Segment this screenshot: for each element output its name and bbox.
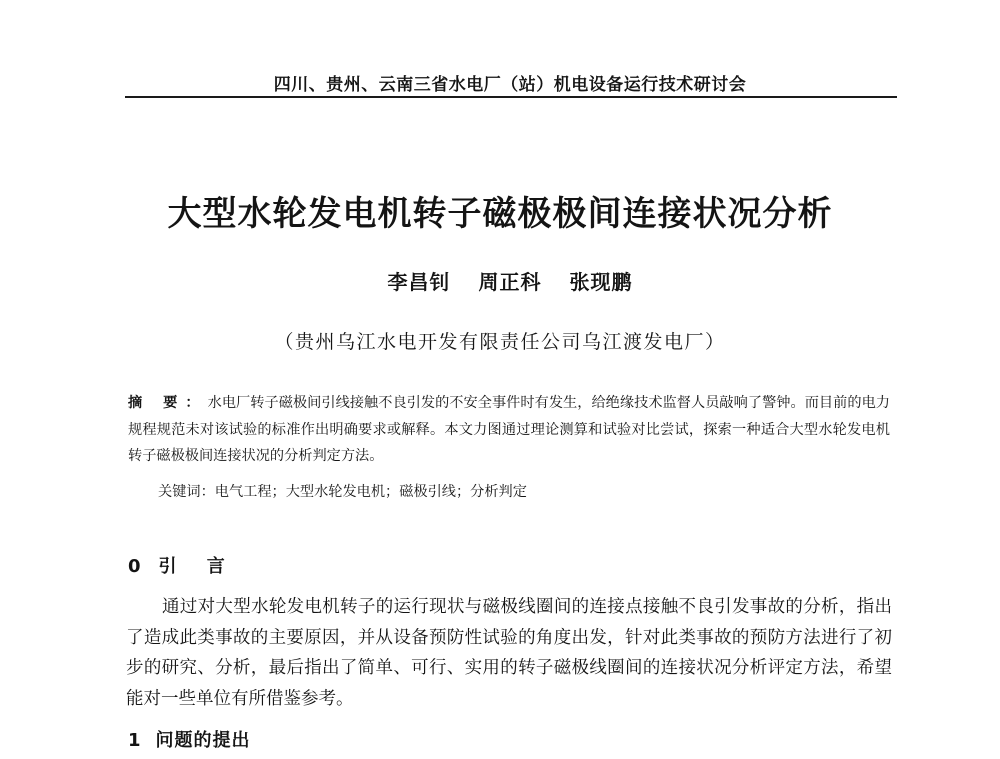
section-heading-introduction — [128, 552, 237, 578]
running-header: 四川、贵州、云南三省水电厂（站）机电设备运行技术研讨会 — [273, 75, 747, 95]
keywords — [158, 481, 858, 503]
abstract-text: 水电厂转子磁极间引线接触不良引发的不安全事件时有发生，给绝缘技术监督人员敲响了警钟。而目前的电力规程规范未对该试验的标准作出明确要求或解释。本文力图通过理论测算和试验对比尝试，探索一种适合大型水轮发电机转子磁极极间连接状况的分析判定方法。 — [128, 395, 890, 464]
abstract-label: 摘 要： — [128, 395, 208, 411]
section-number: 0 — [128, 556, 153, 577]
author-name: 周正科 — [478, 270, 542, 294]
keywords-label: 关键词： — [158, 484, 215, 500]
section-number: 1 — [128, 730, 142, 751]
section-heading-problem — [128, 726, 251, 752]
header-rule — [125, 96, 897, 98]
author-name: 李昌钊 — [387, 270, 451, 294]
section-title: 引 言 — [158, 556, 237, 577]
author-name: 张现鹏 — [569, 270, 633, 294]
keywords-text: 电气工程；大型水轮发电机；磁极引线；分析判定 — [214, 484, 527, 500]
affiliation: （贵州乌江水电开发有限责任公司乌江渡发电厂） — [274, 331, 726, 353]
introduction-paragraph: 通过对大型水轮发电机转子的运行现状与磁极线圈间的连接点接触不良引发事故的分析，指出了造成此类事故的主要原因，并从设备预防性试验的角度出发，针对此类事故的预防方法进行了初步的研究、分析，最后指出了简单、可行、实用的转子磁极线圈间的连接状况分析评定方法，希望能对一些单位有所借鉴参考。 — [126, 597, 892, 709]
abstract — [128, 390, 890, 470]
author-list — [360, 266, 660, 295]
paper-title: 大型水轮发电机转子磁极极间连接状况分析 — [167, 194, 833, 234]
section-title: 问题的提出 — [155, 730, 251, 751]
